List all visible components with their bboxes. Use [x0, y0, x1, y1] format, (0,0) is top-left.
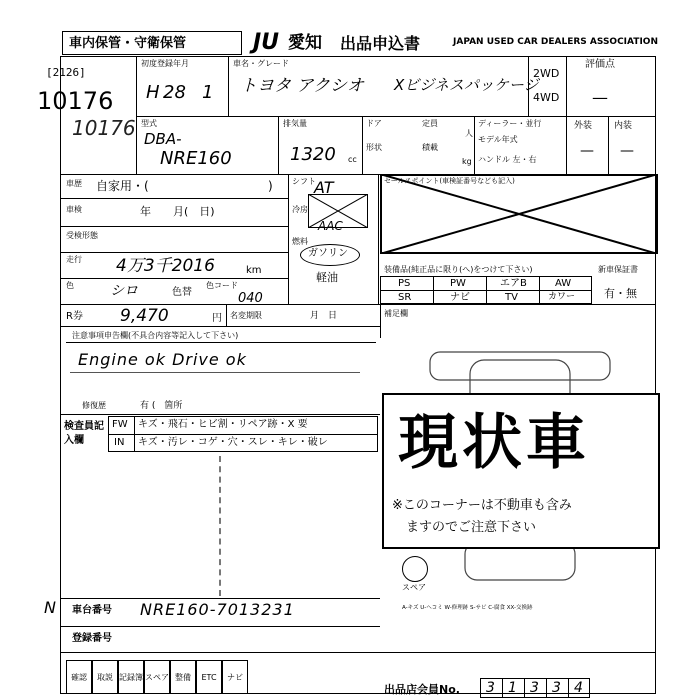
dealer-no-digit: 4 [574, 680, 583, 696]
selling-points-label: セールスポイント(車検証番号なども記入) [384, 177, 515, 185]
load-unit: kg [462, 157, 472, 166]
color-code: 040 [238, 291, 263, 306]
load-label: 積載 [422, 143, 438, 152]
divider [136, 116, 656, 117]
form-label: 形状 [366, 143, 382, 152]
divider [226, 304, 227, 326]
check-header-label: 確認 [71, 672, 87, 682]
spare-label: スペア [402, 583, 426, 592]
as-is-stamp-note-1: ※このコーナーは不動車も含み [392, 498, 572, 513]
dealer-no-digit: 1 [508, 680, 517, 696]
divider [134, 416, 135, 452]
check-header [118, 660, 144, 694]
vehicle-name: トヨタ アクシオ [240, 76, 364, 96]
storage-note-box [62, 31, 242, 55]
drive-2wd: 2WD [533, 67, 560, 80]
shift-label: シフト [292, 177, 316, 186]
exterior-label: 外装 [574, 121, 593, 131]
use-label: 車歴 [66, 179, 82, 188]
divider [566, 56, 567, 174]
divider [524, 678, 525, 698]
divider [60, 198, 288, 199]
as-is-stamp [382, 393, 660, 549]
inspector-in: IN [114, 437, 125, 448]
first-reg-month: 1 [202, 82, 214, 103]
model-prefix: DBA- [144, 130, 182, 148]
equipment-ps: PS [398, 278, 411, 289]
handle-label: ハンドル 左・右 [478, 155, 537, 164]
recycle-label: R券 [66, 311, 83, 322]
dealer-no-digit: 3 [486, 680, 495, 696]
check-header [170, 660, 196, 694]
notes-label: 注意事項申告欄(不具合内容等記入して下さい) [72, 331, 239, 340]
divider [60, 326, 380, 327]
dealer-no-label: 出品店会員No. [384, 683, 460, 696]
mileage-unit: km [246, 265, 262, 276]
first-reg-era: H [146, 82, 160, 103]
divider [433, 276, 434, 304]
chassis-value: NRE160-7013231 [140, 600, 295, 619]
repair-value: 有 ( 箇所 [140, 401, 183, 411]
displacement-label: 排気量 [283, 119, 307, 128]
divider [66, 342, 376, 343]
divider [60, 652, 656, 653]
dealer-label: ディーラー・並行 [478, 119, 542, 128]
lot-handwritten-number: 10176 [72, 116, 136, 140]
color-label: 色 [66, 281, 74, 290]
color-change-label: 色替 [172, 287, 192, 298]
check-header-label: スペア [145, 672, 169, 682]
ac-label: 冷房 [292, 205, 308, 214]
interior-value: — [620, 143, 634, 159]
divider [108, 434, 378, 435]
new-warranty-value: 有・無 [604, 287, 637, 300]
equipment-navi: ナビ [450, 292, 470, 303]
inspection-label: 車検 [66, 205, 82, 214]
name-change-value: 月 日 [310, 311, 338, 321]
equipment-pw: PW [450, 278, 466, 289]
mileage-value: 4万3千2016 [116, 256, 215, 276]
model-code: NRE160 [160, 148, 232, 169]
fuel-label: 燃料 [292, 237, 308, 246]
divider [60, 252, 288, 253]
check-header-label: ETC [201, 672, 217, 682]
inspector-in-items: キズ・汚レ・コゲ・穴・スレ・キレ・破レ [138, 437, 328, 448]
dealer-no-digit: 3 [552, 680, 561, 696]
as-is-stamp-note-2: ますのでご注意下さい [406, 520, 537, 535]
paren-close: ) [268, 179, 273, 193]
inspector-label: 検査員記入欄 [64, 421, 104, 446]
door-label: ドア [366, 119, 382, 128]
divider [546, 678, 547, 698]
divider [278, 116, 279, 174]
check-header-label: 取説 [97, 672, 113, 682]
divider [60, 304, 656, 305]
equipment-sr: SR [398, 292, 412, 303]
vehicle-name-label: 車名・グレード [233, 59, 289, 68]
displacement-unit: cc [348, 155, 357, 164]
color-code-label: 色コード [206, 281, 238, 290]
interior-label: 内装 [614, 121, 633, 131]
notes-writing-line [70, 372, 360, 373]
note-mark: N [44, 598, 56, 617]
divider [60, 226, 288, 227]
repair-label: 修復歴 [82, 401, 106, 410]
use-value: 自家用・( [96, 179, 149, 193]
mileage-label: 走行 [66, 255, 82, 264]
name-change-label: 名変期限 [230, 311, 262, 320]
equipment-tv: TV [505, 292, 518, 303]
capacity-unit: 人 [465, 129, 473, 138]
check-header [196, 660, 222, 694]
check-header [222, 660, 248, 694]
divider [228, 56, 229, 116]
divider [474, 116, 475, 174]
ac-value: AAC [318, 219, 343, 233]
dealer-no-digit: 3 [530, 680, 539, 696]
divider [502, 678, 503, 698]
check-header [92, 660, 118, 694]
check-header-label: 整備 [175, 672, 191, 682]
association-name: JAPAN USED CAR DEALERS ASSOCIATION [453, 37, 658, 47]
check-header-label: 記録簿 [119, 672, 143, 682]
as-is-stamp-title: 現状車 [398, 408, 590, 478]
check-header [66, 660, 92, 694]
center-dashed-guide [219, 456, 221, 596]
logo-region: 愛知 [288, 33, 322, 53]
registration-label: 登録番号 [72, 633, 112, 644]
new-warranty-label: 新車保証書 [598, 265, 638, 274]
divider [60, 598, 380, 599]
divider [486, 276, 487, 304]
divider [528, 56, 529, 116]
divider [60, 414, 380, 415]
shift-value: AT [314, 178, 334, 197]
ju-logo: JU [253, 30, 280, 55]
recycle-value: 9,470 [120, 306, 169, 326]
first-reg-label: 初度登録年月 [141, 59, 189, 68]
spare-tire-circle [402, 556, 428, 582]
selling-points-cross [380, 174, 658, 254]
score-value: — [592, 88, 608, 107]
storage-note: 車内保管・守衛保管 [69, 36, 187, 51]
check-header-label: ナビ [227, 672, 243, 682]
inspector-fw-items: キズ・飛石・ヒビ割・リペア跡・X 要 [138, 419, 308, 430]
score-label: 評価点 [585, 59, 615, 70]
inspection-value: 年 月( 日) [140, 205, 215, 218]
fuel-light: 軽油 [316, 271, 338, 284]
lot-number: 10176 [37, 87, 114, 115]
acceptance-label: 受検形態 [66, 231, 98, 240]
model-label: 型式 [141, 119, 157, 128]
divider [380, 304, 381, 338]
divider [60, 278, 288, 279]
damage-legend: A-キズ U-ヘコミ W-修理跡 S-サビ C-腐食 XX-交換跡 [402, 605, 533, 611]
divider [539, 276, 540, 304]
inspector-fw: FW [112, 419, 128, 430]
lot-small-code: [2126] [46, 66, 86, 79]
recycle-unit: 円 [212, 313, 222, 324]
capacity-label: 定員 [422, 119, 438, 128]
first-reg-year: 28 [163, 82, 186, 103]
color-value: シロ [110, 283, 138, 299]
other-label: 補足欄 [384, 309, 408, 318]
drive-4wd: 4WD [533, 91, 560, 104]
equipment-airbag: エアB [500, 278, 527, 289]
divider [378, 174, 379, 304]
divider [136, 56, 137, 174]
vehicle-grade: Xビジネスパッケージ [394, 76, 539, 94]
form-title: 出品申込書 [340, 34, 421, 53]
equipment-label: 装備品(純正品に限り(へ)をつけて下さい) [384, 265, 533, 274]
displacement-value: 1320 [290, 144, 336, 165]
model-year-label: モデル年式 [478, 135, 518, 144]
notes-value: Engine ok Drive ok [78, 350, 247, 369]
divider [288, 174, 289, 304]
divider [60, 626, 380, 627]
divider [608, 116, 609, 174]
equipment-cover: カワー [548, 292, 576, 302]
fuel-value: ガソリン [308, 248, 348, 259]
equipment-aw: AW [555, 278, 572, 289]
divider [568, 678, 569, 698]
exterior-value: — [580, 143, 594, 159]
divider [362, 116, 363, 174]
chassis-label: 車台番号 [72, 605, 112, 616]
check-header [144, 660, 170, 694]
